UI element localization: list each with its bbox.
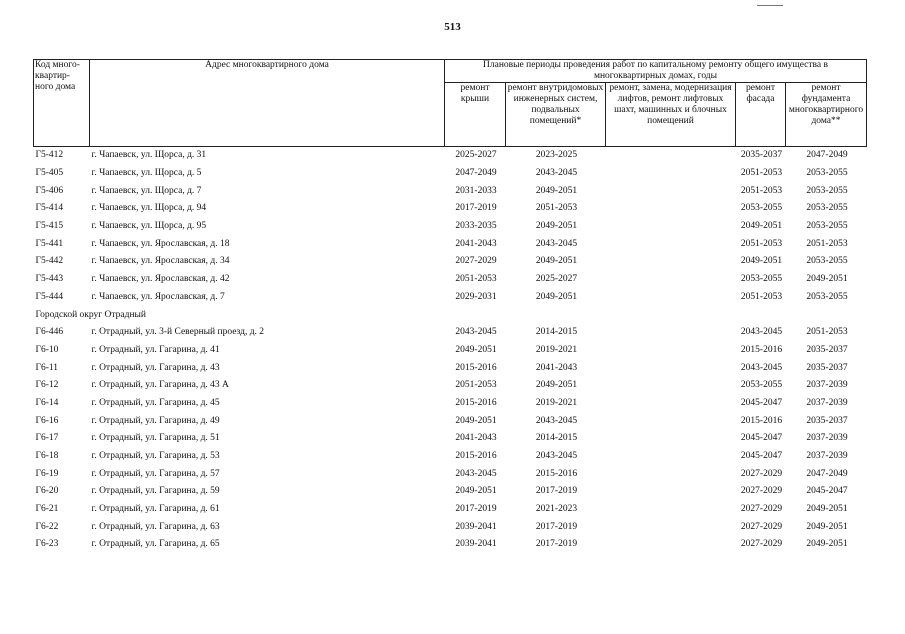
cell-foundation: 2049-2051: [806, 504, 848, 515]
cell-roof: 2051-2053: [455, 380, 497, 391]
cell-engineering: 2043-2045: [535, 168, 578, 179]
cell-roof: 2029-2031: [455, 291, 497, 302]
cell-elevators: [606, 182, 736, 200]
cell-elevators: [606, 342, 736, 360]
cell-foundation: 2045-2047: [806, 486, 848, 497]
page-number: 513: [444, 21, 461, 33]
cell-engineering: 2017-2019: [535, 539, 578, 550]
cell-engineering: 2021-2023: [535, 504, 578, 515]
cell-code: Г6-21: [35, 504, 59, 515]
cell-elevators: [606, 465, 736, 483]
cell-engineering: 2019-2021: [535, 397, 578, 408]
cell-code: Г5-444: [35, 291, 64, 302]
cell-elevators: [606, 253, 736, 271]
cell-address: г. Отрадный, ул. Гагарина, д. 57: [91, 468, 220, 479]
cell-address: г. Отрадный, ул. Гагарина, д. 49: [91, 415, 220, 426]
cell-elevators: [606, 448, 736, 466]
cell-address: г. Чапаевск, ул. Ярославская, д. 34: [91, 256, 230, 267]
table-row: [34, 218, 867, 236]
cell-engineering: 2019-2021: [535, 344, 578, 355]
section-row: [34, 306, 867, 324]
cell-roof: 2041-2043: [455, 238, 497, 249]
cell-code: Г6-14: [35, 397, 59, 408]
cell-roof: 2049-2051: [455, 486, 497, 497]
cell-code: Г6-22: [35, 521, 59, 532]
cell-elevators: [606, 147, 736, 165]
cell-elevators: [606, 200, 736, 218]
cell-engineering: 2049-2051: [535, 221, 578, 232]
cell-code: Г5-443: [35, 274, 64, 285]
cell-elevators: [606, 218, 736, 236]
cell-roof: 2049-2051: [455, 344, 497, 355]
table-row: [34, 465, 867, 483]
cell-facade: 2049-2051: [740, 221, 783, 232]
table-row: [34, 483, 867, 501]
cell-engineering: 2017-2019: [535, 521, 578, 532]
cell-roof: 2031-2033: [455, 185, 497, 196]
table-row: [34, 412, 867, 430]
cell-foundation: 2035-2037: [806, 362, 848, 373]
cell-foundation: 2053-2055: [806, 203, 848, 214]
col-header-elevators: ремонт, замена, модернизация лифтов, ремонт лифтовых шахт, машинных и блочных помещений: [606, 83, 736, 147]
table-row: [34, 182, 867, 200]
cell-code: Г6-12: [35, 380, 59, 391]
cell-code: Г5-415: [35, 221, 64, 232]
cell-facade: 2053-2055: [740, 274, 783, 285]
col-header-code: Код много-квартир-ного дома: [34, 60, 90, 147]
cell-engineering: 2025-2027: [535, 274, 578, 285]
col-header-address: Адрес многоквартирного дома: [90, 60, 445, 147]
cell-elevators: [606, 518, 736, 536]
cell-code: Г6-11: [35, 362, 59, 373]
table-row: [34, 165, 867, 183]
cell-elevators: [606, 430, 736, 448]
cell-engineering: 2041-2043: [535, 362, 578, 373]
cell-roof: 2039-2041: [455, 539, 497, 550]
table-row: [34, 324, 867, 342]
col-header-foundation: ремонт фундамента многоквартирного дома**: [786, 83, 867, 147]
table-row: [34, 448, 867, 466]
header-row-1: [34, 60, 867, 83]
cell-foundation: 2035-2037: [806, 344, 848, 355]
cell-engineering: 2014-2015: [535, 433, 578, 444]
cell-address: г. Чапаевск, ул. Щорса, д. 31: [91, 150, 207, 161]
cell-foundation: 2053-2055: [806, 168, 848, 179]
cell-address: г. Чапаевск, ул. Ярославская, д. 18: [91, 238, 230, 249]
cell-foundation: 2037-2039: [806, 451, 848, 462]
cell-address: г. Отрадный, ул. Гагарина, д. 63: [91, 521, 220, 532]
cell-engineering: 2049-2051: [535, 291, 578, 302]
cell-facade: 2053-2055: [740, 203, 783, 214]
cell-code: Г5-406: [35, 185, 64, 196]
table-row: [34, 501, 867, 519]
table-row: [34, 430, 867, 448]
cell-facade: 2045-2047: [740, 397, 783, 408]
cell-code: Г6-10: [35, 344, 59, 355]
table-row: [34, 395, 867, 413]
cell-facade: 2015-2016: [740, 344, 783, 355]
cell-facade: 2051-2053: [740, 168, 783, 179]
cell-facade: 2045-2047: [740, 433, 783, 444]
cell-foundation: 2047-2049: [806, 150, 848, 161]
col-header-periods: Плановые периоды проведения работ по капитальному ремонту общего имущества в многоквартирных домах, годы: [445, 60, 867, 83]
cell-foundation: 2053-2055: [806, 221, 848, 232]
cell-facade: 2015-2016: [740, 415, 783, 426]
cell-facade: 2027-2029: [740, 521, 783, 532]
cell-address: г. Отрадный, ул. Гагарина, д. 53: [91, 451, 220, 462]
cell-foundation: 2053-2055: [806, 291, 848, 302]
col-header-roof: ремонт крыши: [445, 83, 506, 147]
cell-address: г. Отрадный, ул. Гагарина, д. 41: [91, 344, 220, 355]
cell-code: Г5-412: [35, 150, 64, 161]
cell-facade: 2053-2055: [740, 380, 783, 391]
cell-code: Г5-414: [35, 203, 64, 214]
cell-facade: 2051-2053: [740, 238, 783, 249]
cell-roof: 2043-2045: [455, 468, 497, 479]
cell-engineering: 2017-2019: [535, 486, 578, 497]
cell-elevators: [606, 289, 736, 307]
cell-roof: 2041-2043: [455, 433, 497, 444]
cell-roof: 2033-2035: [455, 221, 497, 232]
table-row: [34, 235, 867, 253]
cell-roof: 2043-2045: [455, 327, 497, 338]
cell-address: г. Чапаевск, ул. Щорса, д. 95: [91, 221, 207, 232]
cell-elevators: [606, 412, 736, 430]
cell-facade: 2043-2045: [740, 362, 783, 373]
col-header-engineering: ремонт внутридомовых инженерных систем, подвальных помещений*: [506, 83, 606, 147]
cell-engineering: 2043-2045: [535, 451, 578, 462]
cell-code: Г6-446: [35, 327, 64, 338]
cell-foundation: 2035-2037: [806, 415, 848, 426]
cell-foundation: 2049-2051: [806, 274, 848, 285]
cell-facade: 2027-2029: [740, 468, 783, 479]
table-row: [34, 342, 867, 360]
cell-roof: 2015-2016: [455, 451, 497, 462]
cell-facade: 2051-2053: [740, 291, 783, 302]
cell-code: Г6-20: [35, 486, 59, 497]
cell-engineering: 2049-2051: [535, 185, 578, 196]
section-title: Городской округ Отрадный: [35, 309, 147, 320]
cell-foundation: 2051-2053: [806, 327, 848, 338]
col-header-facade: ремонт фасада: [736, 83, 786, 147]
cell-engineering: 2023-2025: [535, 150, 578, 161]
cell-elevators: [606, 395, 736, 413]
cell-address: г. Чапаевск, ул. Щорса, д. 94: [91, 203, 207, 214]
cell-code: Г6-18: [35, 451, 59, 462]
table-row: [34, 377, 867, 395]
cell-facade: 2043-2045: [740, 327, 783, 338]
cell-roof: 2039-2041: [455, 521, 497, 532]
table-row: [34, 147, 867, 165]
cell-foundation: 2053-2055: [806, 185, 848, 196]
cell-roof: 2025-2027: [455, 150, 497, 161]
cell-roof: 2049-2051: [455, 415, 497, 426]
cell-address: г. Чапаевск, ул. Ярославская, д. 7: [91, 291, 225, 302]
cell-code: Г6-23: [35, 539, 59, 550]
cell-address: г. Отрадный, ул. Гагарина, д. 61: [91, 504, 220, 515]
cell-facade: 2027-2029: [740, 539, 783, 550]
cell-facade: 2049-2051: [740, 256, 783, 267]
cell-address: г. Отрадный, ул. Гагарина, д. 43 А: [91, 380, 229, 391]
cell-foundation: 2037-2039: [806, 433, 848, 444]
cell-elevators: [606, 324, 736, 342]
cell-elevators: [606, 501, 736, 519]
table-row: [34, 271, 867, 289]
cell-code: Г5-441: [35, 238, 64, 249]
cell-foundation: 2047-2049: [806, 468, 848, 479]
cell-roof: 2027-2029: [455, 256, 497, 267]
cell-engineering: 2043-2045: [535, 415, 578, 426]
cell-foundation: 2037-2039: [806, 380, 848, 391]
cell-elevators: [606, 377, 736, 395]
table-row: [34, 518, 867, 536]
cell-elevators: [606, 235, 736, 253]
header-rule: [757, 5, 783, 6]
table-body: [34, 147, 867, 554]
cell-engineering: 2049-2051: [535, 256, 578, 267]
cell-address: г. Чапаевск, ул. Ярославская, д. 42: [91, 274, 230, 285]
cell-address: г. Отрадный, ул. Гагарина, д. 43: [91, 362, 220, 373]
cell-address: г. Отрадный, ул. Гагарина, д. 65: [91, 539, 220, 550]
table-row: [34, 200, 867, 218]
cell-elevators: [606, 536, 736, 554]
cell-foundation: 2053-2055: [806, 256, 848, 267]
cell-facade: 2027-2029: [740, 504, 783, 515]
cell-elevators: [606, 359, 736, 377]
cell-code: Г5-442: [35, 256, 64, 267]
repair-schedule-table: [33, 59, 867, 554]
cell-facade: 2035-2037: [740, 150, 783, 161]
cell-address: г. Отрадный, ул. Гагарина, д. 51: [91, 433, 220, 444]
cell-code: Г6-17: [35, 433, 59, 444]
cell-foundation: 2049-2051: [806, 539, 848, 550]
cell-foundation: 2037-2039: [806, 397, 848, 408]
cell-roof: 2017-2019: [455, 203, 497, 214]
cell-address: г. Отрадный, ул. Гагарина, д. 59: [91, 486, 220, 497]
cell-roof: 2051-2053: [455, 274, 497, 285]
cell-facade: 2045-2047: [740, 451, 783, 462]
cell-address: г. Чапаевск, ул. Щорса, д. 7: [91, 185, 202, 196]
cell-engineering: 2014-2015: [535, 327, 578, 338]
cell-elevators: [606, 271, 736, 289]
cell-elevators: [606, 165, 736, 183]
cell-address: г. Отрадный, ул. 3-й Северный проезд, д. 2: [91, 327, 265, 338]
cell-roof: 2015-2016: [455, 362, 497, 373]
cell-code: Г6-16: [35, 415, 59, 426]
table-row: [34, 536, 867, 554]
cell-roof: 2047-2049: [455, 168, 497, 179]
cell-address: г. Чапаевск, ул. Щорса, д. 5: [91, 168, 202, 179]
cell-engineering: 2049-2051: [535, 380, 578, 391]
cell-elevators: [606, 483, 736, 501]
cell-foundation: 2051-2053: [806, 238, 848, 249]
cell-roof: 2015-2016: [455, 397, 497, 408]
cell-facade: 2051-2053: [740, 185, 783, 196]
table-row: [34, 359, 867, 377]
cell-code: Г6-19: [35, 468, 59, 479]
table-row: [34, 289, 867, 307]
cell-foundation: 2049-2051: [806, 521, 848, 532]
cell-facade: 2027-2029: [740, 486, 783, 497]
cell-engineering: 2051-2053: [535, 203, 578, 214]
cell-code: Г5-405: [35, 168, 64, 179]
cell-roof: 2017-2019: [455, 504, 497, 515]
table-row: [34, 253, 867, 271]
cell-engineering: 2043-2045: [535, 238, 578, 249]
cell-address: г. Отрадный, ул. Гагарина, д. 45: [91, 397, 220, 408]
cell-engineering: 2015-2016: [535, 468, 578, 479]
